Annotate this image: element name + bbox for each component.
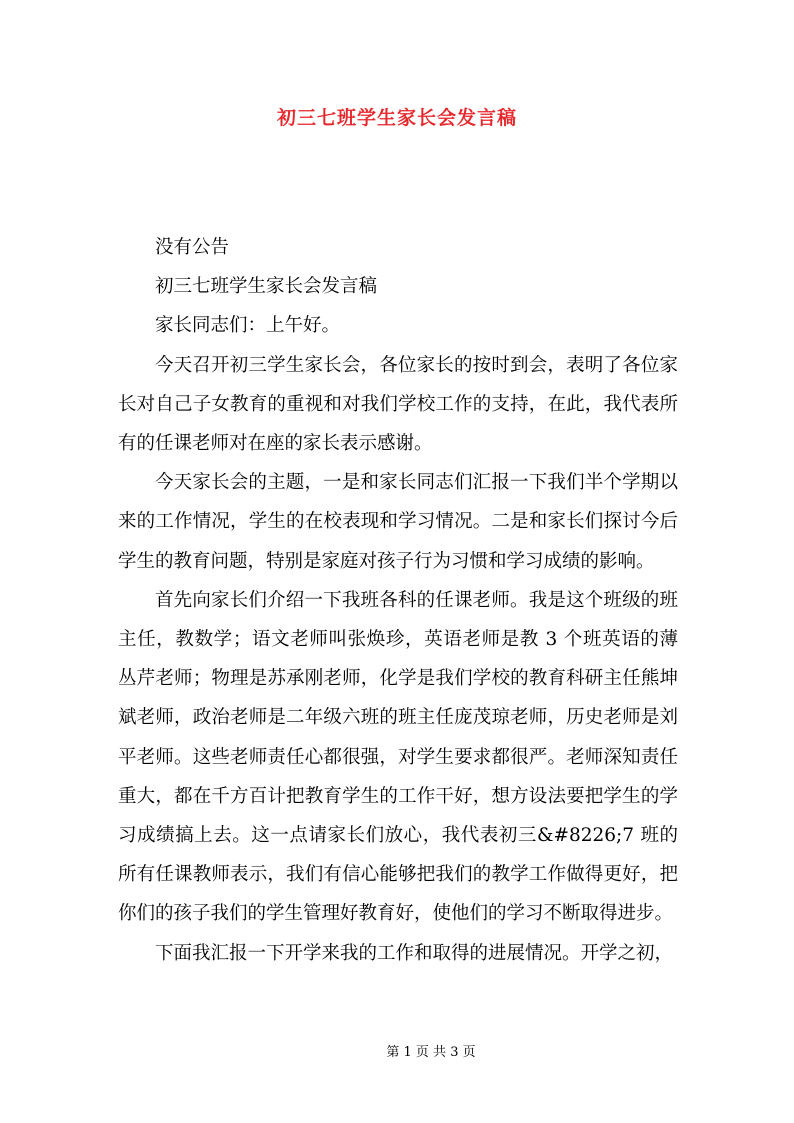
paragraph-notice: 没有公告: [155, 237, 230, 258]
document-body: [118, 228, 678, 973]
document-title: 初三七班学生家长会发言稿: [276, 107, 517, 129]
paragraph-report: 下面我汇报一下开学来我的工作和取得的进展情况。开学之初，: [155, 942, 674, 964]
paragraph-theme: 今天家长会的主题，一是和家长同志们汇报一下我们半个学期以来的工作情况，学生的在校表现和学习情况。二是和家长们探讨今后学生的教育问题，特别是家庭对孩子行为习惯和学习成绩的影响。: [118, 472, 678, 572]
paragraph-teachers: 首先向家长们介绍一下我班各科的任课老师。我是这个班级的班主任，教数学；语文老师叫张焕珍，英语老师是教 3 个班英语的薄丛芹老师；物理是苏承刚老师，化学是我们学校的教育科研主任熊坤斌老师，政治老师是二年级六班的班主任庞茂琼老师，历史老师是刘平老师。这些老师责任心都很强，对学生要求都很严。老师深知责任重大，都在千方百计把教育学生的工作干好，想方设法要把学生的学习成绩搞上去。这一点请家长们放心，我代表初三&#8226;7 班的所有任课教师表示，我们有信心能够把我们的教学工作做得更好，把你们的孩子我们的学生管理好教育好，使他们的学习不断取得进步。: [118, 589, 678, 925]
page-number: 第 1 页 共 3 页: [386, 1045, 476, 1060]
paragraph-opening: 今天召开初三学生家长会，各位家长的按时到会，表明了各位家长对自己子女教育的重视和对我们学校工作的支持，在此，我代表所有的任课老师对在座的家长表示感谢。: [118, 354, 678, 455]
paragraph-greeting: 家长同志们：上午好。: [155, 315, 341, 337]
paragraph-subtitle: 初三七班学生家长会发言稿: [155, 276, 378, 298]
